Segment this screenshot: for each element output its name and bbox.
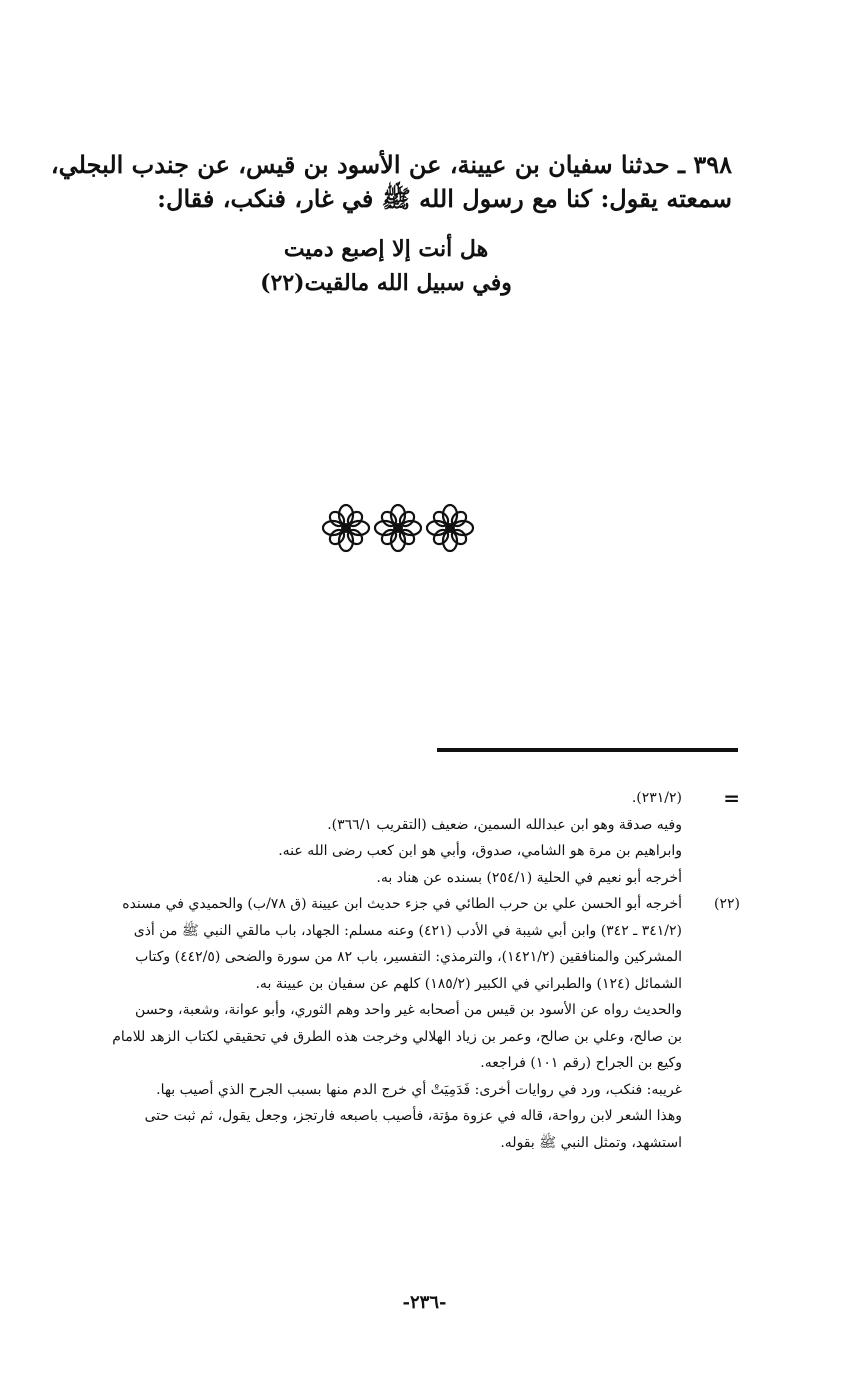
poetry-verse <box>40 232 732 300</box>
footnote-divider <box>437 748 738 752</box>
footnote-number: (٢٢) <box>714 896 740 912</box>
footnote-line: والحديث رواه عن الأسود بن قيس من أصحابه غير واحد وهم الثوري، وأبو عوانة، وشعبة، وحسن <box>135 1002 682 1018</box>
hadith-line-1: ٣٩٨ ـ حدثنا سفيان بن عيينة، عن الأسود بن قيس، عن جندب البجلي، <box>50 150 732 179</box>
footnote-intro-line: (٢٣١/٢). <box>631 790 682 806</box>
hadith-line-2: سمعته يقول: كنا مع رسول الله ﷺ في غار، فنكب، فقال: <box>157 184 732 213</box>
footnote-line: (٣٤١/٢ ـ ٣٤٢) وابن أبي شيبة في الأدب (٤٢١) وعنه مسلم: الجهاد، باب مالقي النبي ﷺ من أذى <box>133 922 682 939</box>
verse-line-1: هل أنت إلا إصبع دميت <box>283 236 489 262</box>
footnote-line: وكيع بن الجراح (رقم ١٠١) فراجعه. <box>480 1055 682 1071</box>
footnote-line: غريبه: فنكب، ورد في روايات أخرى: فَدَمِيَتْ أي خرج الدم منها بسبب الجرح الذي أصيب بها. <box>156 1081 682 1098</box>
footnote-line: المشركين والمنافقين (١٤٢١/٢)، والترمذي: التفسير، باب ٨٢ من سورة والضحى (٤٤٢/٥) وكتاب <box>135 949 682 965</box>
footnote-line: وهذا الشعر لابن رواحة، قاله في عزوة مؤتة، فأصيب باصبعه فارتجز، وجعل يقول، ثم ثبت حتى <box>144 1108 682 1124</box>
footnote-intro-line: وفيه صدقة وهو ابن عبدالله السمين، ضعيف (التقريب ٣٦٦/١). <box>327 816 682 833</box>
hadith-text <box>40 148 732 216</box>
footnote-intro-line: وابراهيم بن مرة هو الشامي، صدوق، وأبي هو ابن كعب رضى الله عنه. <box>278 843 682 859</box>
footnote-22 <box>60 891 740 1156</box>
footnotes <box>60 785 740 1156</box>
footnote-line: أخرجه أبو الحسن علي بن حرب الطائي في جزء حديث ابن عيينة (ق ٧٨/ب) والحميدي في مسنده <box>122 896 682 912</box>
footnote-intro-line: أخرجه أبو نعيم في الحلية (٢٥٤/١) بسنده عن هناد به. <box>376 869 682 886</box>
page-number: -٢٣٦- <box>402 1292 447 1313</box>
verse-line-2: وفي سبيل الله مالقيت(٢٢) <box>260 270 512 296</box>
footnote-body <box>60 891 682 1156</box>
footnote-line: استشهد، وتمثل النبي ﷺ بقوله. <box>500 1134 682 1151</box>
flower-icon <box>373 503 423 553</box>
footnote-line: الشمائل (١٢٤) والطبراني في الكبير (١٨٥/٢) كلهم عن سفيان بن عيينة به. <box>255 975 682 992</box>
footnote-line: بن صالح، وعلي بن صالح، وعمر بن زياد الهلالي وخرجت هذه الطرق في تحقيقي لكتاب الزهد للامام <box>112 1028 682 1045</box>
flower-icon <box>321 503 371 553</box>
continuation-mark: = <box>723 786 740 810</box>
flower-ornament <box>318 503 478 553</box>
flower-icon <box>425 503 475 553</box>
